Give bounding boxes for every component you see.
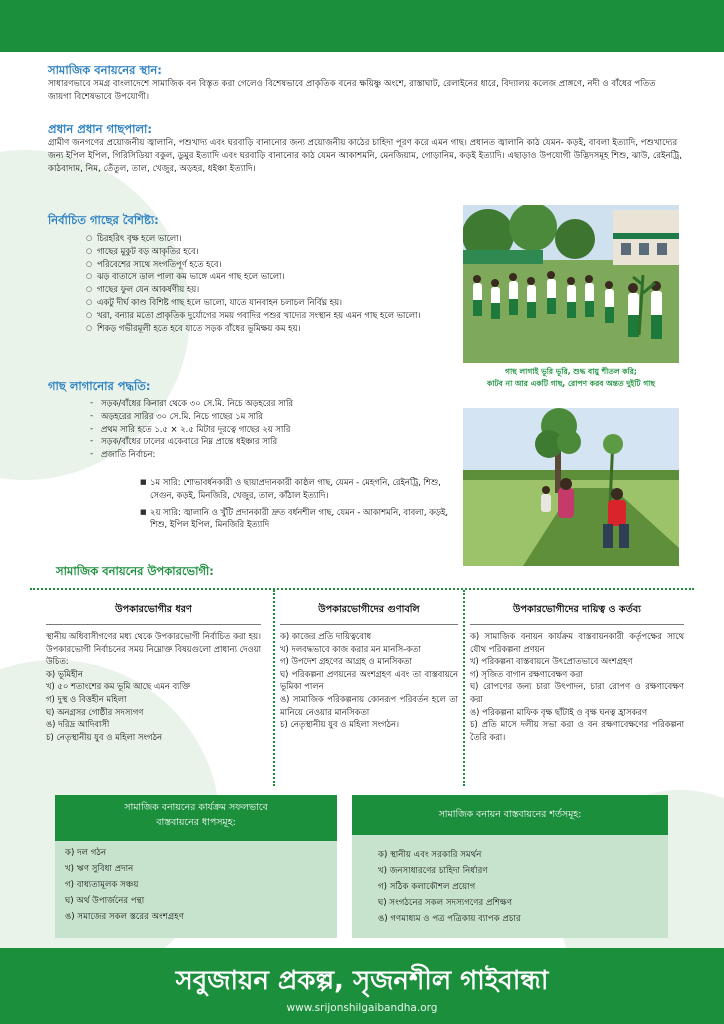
- column-line: চ) নেতৃস্থানীয় যুব ও মহিলা সংগঠন: [46, 731, 162, 742]
- organization-title: সবুজায়ন প্রকল্প, সৃজনশীল গাইবান্ধা: [175, 966, 549, 996]
- list-item: খ) ঋণ সুবিধা প্রদান: [65, 864, 134, 874]
- column-line: ঘ) রোপণের জন্য চারা উৎপাদন, চারা রোপণ ও রক্ষণাবেক্ষণ করা: [470, 681, 684, 704]
- column-text-beneficiary-duties: [470, 630, 684, 743]
- section-title-planting-method: গাছ লাগানোর পদ্ধতি:: [48, 379, 151, 393]
- list-item: গ) সঠিক কলাকৌশল প্রয়োগ: [378, 882, 476, 892]
- section-title-main-plants: প্রধান প্রধান গাছপালা:: [48, 122, 152, 136]
- list-item: ○ গাছের ফুল যেন আকর্ষণীয় হয়।: [86, 283, 456, 296]
- column-line: ক) কাজের প্রতি দায়িত্ববোধ: [280, 631, 372, 641]
- list-item: ঙ) সমাজের সকল স্তরের অংশগ্রহণ: [65, 912, 184, 922]
- photo-caption: [460, 366, 682, 390]
- list-item: - অড়হরের সারির ৩০ সে.মি. নিচে গাছের ১ম সারি: [90, 410, 450, 423]
- column-divider: [463, 590, 465, 786]
- column-line: চ) প্রতি মাসে দলীয় সভা করা ও বন রক্ষণাবেক্ষণের পরিকল্পনা তৈরি করা।: [470, 719, 684, 742]
- column-line: ক) সামাজিক বনায়ন কার্যক্রম বাস্তবায়নকারী কর্তৃপক্ষের সাথে যৌথ পরিকল্পনা প্রণয়ন: [470, 631, 684, 654]
- list-item: ○ পরিবেশের সাথে সংগতিপূর্ণ হতে হবে।: [86, 258, 456, 271]
- section-title-beneficiaries: সামাজিক বনায়নের উপকারভোগী:: [56, 564, 214, 578]
- list-item: ○ চিরহরিৎ বৃক্ষ হলে ভালো।: [86, 232, 456, 245]
- list-item: গ) বাধ্যতামূলক সঞ্চয়: [65, 880, 139, 890]
- photo-students-planting: [463, 205, 679, 363]
- list-item: খ) জনসাধারণের চাহিদা নির্ধারণ: [378, 866, 488, 876]
- planting-method-list: [90, 397, 450, 461]
- section-text-main-plants: গ্রামীণ জনগণের প্রয়োজনীয় জ্বালানি, পশুখাদ্য এবং ঘরবাড়ি বানানোর জন্য প্রয়োজনীয় কাঠের চাহিদা পূরণ করে এমন গাছ। প্রধানত জ্বালানি কাঠ যেমন- কড়ই, বাবলা ইত্যাদি, পশুখাদ্যের জন্য ইপিল ইপিল, গিরিসিডিয়া বকুল, ডুমুর ইত্যাদি এবং ঘরবাড়ি বানানোর কাঠ যেমন আকাশমনি, মেনজিয়াম, গোড়ানিম, কড়ই ইত্যাদি। এছাড়াও উপযোগী উদ্ভিদসমূহ শিশু, ঝাউ, রেইনট্রি, কাঠবাদাম, নিম, তেঁতুল, তাল, খেজুর, অড়হর, ধইঞ্চা ইত্যাদি।: [48, 138, 682, 174]
- species-selection-list: [140, 476, 458, 531]
- list-item: ○ গাছের মুকুট বড় আকৃতির হবে।: [86, 245, 456, 258]
- box-title-line: সামাজিক বনায়ন বাস্তবায়নের শর্তসমূহ:: [438, 809, 582, 820]
- footer-banner: [0, 948, 724, 1024]
- box-title-line: বাস্তবায়নের ধাপসমূহ:: [156, 817, 236, 828]
- header-rule: [470, 624, 684, 625]
- column-divider: [273, 590, 275, 786]
- list-item: - সড়ক/বাঁধের কিনারা থেকে ৩০ সে.মি. নিচে অড়হরের সারি: [90, 397, 450, 410]
- table-top-border: [30, 588, 694, 590]
- list-item: ○ খরা, বন্যার মতো প্রাকৃতিক দুর্যোগের সময় গবাদির পশুর খাদ্যের সংস্থান হয় এমন গাছ হলে ভালো।: [86, 309, 456, 322]
- column-line: ঘ) পরিকল্পনা প্রণয়নের অংশগ্রহণ এবং তা বাস্তবায়নে ভূমিকা পালন: [280, 668, 458, 692]
- tree-features-list: [86, 232, 456, 334]
- list-item: ঙ) গণমাধ্যম ও পত্র পত্রিকায় ব্যাপক প্রচার: [378, 914, 521, 924]
- column-line: স্থানীয় অধিবাসীগণের মধ্য থেকে উপকারভোগী নির্বাচিত করা হয়। উপকারভোগী নির্বাচনের সময় নিম্নোক্ত বিষয়গুলো প্রাধান্য দেওয়া উচিত:: [46, 631, 261, 667]
- list-item: - প্রথম সারি হতে ১.৫ × ২.৫ মিটার দূরত্বে গাছের ২য় সারি: [90, 423, 450, 436]
- column-line: ক) ভূমিহীন: [46, 668, 83, 679]
- column-line: গ) উপদেশ গ্রহণের আগ্রহ ও মানসিকতা: [280, 656, 412, 667]
- list-item: ○ একটু দীর্ঘ কাণ্ড বিশিষ্ট গাছ হলে ভালো, যাতে যানবাহন চলাচল নির্বিঘ্ন হয়।: [86, 296, 456, 309]
- conditions-list: [378, 847, 521, 927]
- column-line: খ) ৫০ শতাংশের কম ভূমি আছে এমন ব্যক্তি: [46, 681, 191, 692]
- caption-line: গাছ লাগাই ভূরি ভূরি, শুদ্ধ বায়ু শীতল করি;: [505, 367, 637, 376]
- column-line: খ) পরিকল্পনা বাস্তবায়নে উৎপ্রোতভাবে অংশগ্রহণ: [470, 656, 633, 667]
- list-item: ■ ১ম সারি: শোভাবর্ধনকারী ও ছায়াপ্রদানকারী কাষ্ঠল গাছ, যেমন - মেহগনি, রেইনট্রি, শিশু, সেগুন, কড়ই, মিনজিরি, খেজুর, তাল, কাঁঠাল ইত্যাদি।: [140, 476, 458, 502]
- column-line: চ) নেতৃস্থানীয় যুব ও মহিলা সংগঠন।: [280, 719, 399, 730]
- column-line: ঙ) পরিকল্পনা মাফিক বৃক্ষ ছাঁটাই ও বৃক্ষ ঘনত্ব হ্রাসকরণ: [470, 706, 648, 717]
- website-link[interactable]: www.srijonshilgaibandha.org: [286, 1002, 438, 1014]
- list-item: ক) দল গঠন: [65, 848, 107, 858]
- list-item: ক) স্থানীয় এবং সরকারি সমর্থন: [378, 850, 482, 860]
- column-line: ঙ) দরিদ্র আদিবাসী: [46, 719, 110, 730]
- caption-line: কাটব না আর একটি গাছ, রোপণ করব অন্তত দুইটি গাছ: [487, 379, 655, 388]
- header-rule: [46, 624, 261, 625]
- section-text-location: সাধারণভাবে সমগ্র বাংলাদেশে সামাজিক বন বিস্তৃত করা গেলেও বিশেষভাবে প্রাকৃতিক বনের ক্ষয়িষ্ণু অংশে, রাস্তাঘাট, রেলাইনের ধারে, বিদ্যালয় কলেজ প্রাঙ্গণে, নদী ও বাঁধের পতিত জায়গা বিশেষভাবে উপযোগী।: [48, 79, 656, 102]
- column-header: উপকারভোগীদের দায়িত্ব ও কর্তব্য: [513, 604, 641, 615]
- list-item: ঘ) অর্থ উপার্জনের পন্থা: [65, 896, 145, 906]
- column-text-beneficiary-qualities: [280, 630, 458, 731]
- header-rule: [280, 624, 458, 625]
- steps-list: [65, 845, 184, 925]
- column-line: খ) দলবদ্ধভাবে কাজ করার মন মানসি-কতা: [280, 643, 421, 654]
- column-line: গ) সৃজিত বাগান রক্ষণাবেক্ষণ করা: [470, 668, 583, 679]
- photo-field-planting: [463, 408, 679, 566]
- column-line: গ) দুস্থ ও বিত্তহীন মহিলা: [46, 693, 127, 704]
- section-title-tree-features: নির্বাচিত গাছের বৈশিষ্ট্য:: [48, 213, 159, 227]
- box-title: [352, 795, 668, 835]
- list-item: ঘ) সংগঠনের সকল সদস্যগণের প্রশিক্ষণ: [378, 898, 513, 908]
- column-line: ঘ) অনগ্রসর গোষ্ঠীর সদস্যগণ: [46, 706, 144, 717]
- box-title: [55, 795, 337, 841]
- implementation-steps-box: [55, 795, 337, 938]
- box-title-line: সামাজিক বনায়নের কার্যক্রম সফলভাবে: [124, 802, 268, 813]
- implementation-conditions-box: [352, 795, 668, 938]
- column-header: উপকারভোগীর ধরণ: [115, 604, 192, 615]
- list-item: ○ শিকড় গভীরমূলী হতে হবে যাতে সড়ক বাঁধের ভূমিক্ষয় কম হয়।: [86, 322, 456, 335]
- list-item: ○ ঝড় বাতাসে ডাল পালা কম ভাঙ্গে এমন গাছ হলে ভালো।: [86, 270, 456, 283]
- list-item: - প্রজাতি নির্বাচন:: [90, 448, 450, 461]
- list-item: - সড়ক/বাঁধের ঢালের একেবারে নিম্ন প্রান্তে ধইঞ্চার সারি: [90, 435, 450, 448]
- column-text-beneficiary-types: [46, 630, 261, 743]
- list-item: ■ ২য় সারি: জ্বালানি ও খুঁটি প্রদানকারী দ্রুত বর্ধনশীল গাছ, যেমন - আকাশমনি, বাবলা, কড়ই, শিশু, ইপিল ইপিল, মিনজিরি ইত্যাদি: [140, 506, 458, 532]
- section-title-location: সামাজিক বনায়নের স্থান:: [48, 63, 162, 77]
- column-line: ঙ) সামাজিক পরিকল্পনায় কোনরূপ পরিবর্তন হলে তা মানিয়ে নেওয়ার মানসিকতা: [280, 693, 458, 717]
- column-header: উপকারভোগীদের গুণাবলি: [318, 604, 420, 615]
